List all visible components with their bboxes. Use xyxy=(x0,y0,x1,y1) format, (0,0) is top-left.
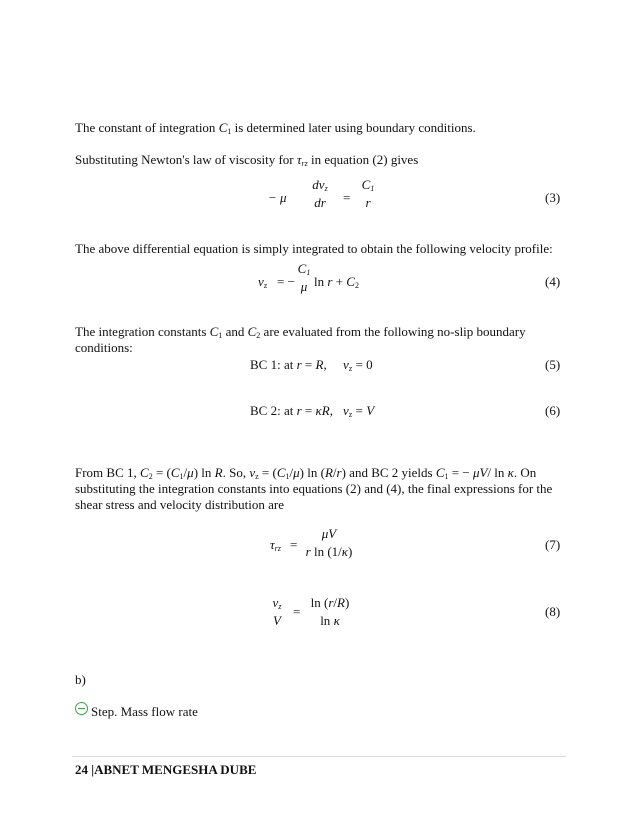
step-heading: Step. Mass flow rate xyxy=(91,704,198,719)
equation-7: $\tau_{rz}$ = μV r ln (1/κ) (7) xyxy=(270,526,561,559)
paragraph-bc-results: From BC 1, $C_2 = (C_1/\mu)$ ln R. So, $v_z = (C_1/\mu)$ ln (R/r) and BC 2 yields $C_1$ = − μV/ ln κ. On xyxy=(75,465,537,481)
paragraph-velocity-profile: The above differential equation is simply integrated to obtain the following velocity profile: xyxy=(75,241,553,256)
equation-number-8: (8) xyxy=(545,604,561,619)
boundary-condition-1: BC 1: at r = R, $v_z = 0$ (5) xyxy=(250,357,561,373)
collapse-minus-icon[interactable] xyxy=(75,702,88,715)
eq3-rhs-fraction: $C_1$ r xyxy=(361,177,375,210)
equation-number-6: (6) xyxy=(545,403,561,418)
eq7-fraction: μV r ln (1/κ) xyxy=(305,526,353,559)
page-footer: 24 |ABNET MENGESHA DUBE xyxy=(75,762,257,777)
paragraph-constant-integration: The constant of integration $C_1$ is determined later using boundary conditions. xyxy=(75,120,476,136)
eq3-lhs-fraction: $dv_z$ dr xyxy=(312,177,328,210)
eq8-rhs-fraction: ln (r/R) ln κ xyxy=(310,595,350,628)
equation-number-7: (7) xyxy=(545,537,561,552)
paragraph-integration-constants-line2: conditions: xyxy=(75,340,133,355)
equation-number-5: (5) xyxy=(545,357,561,372)
equation-4: $v_z$ = − $C_1$ μ $\ln r + C_2$ (4) xyxy=(258,261,561,294)
equation-3: − μ $dv_z$ dr = $C_1$ r (3) xyxy=(268,177,561,210)
paragraph-bc-results-line3: shear stress and velocity distribution are xyxy=(75,497,285,512)
eq8-lhs-fraction: $v_z$ V xyxy=(272,595,282,628)
paragraph-bc-results-line2: substituting the integration constants into equations (2) and (4), the final expressions for the xyxy=(75,481,553,496)
equation-number-3: (3) xyxy=(545,190,561,205)
footer-divider xyxy=(72,756,566,757)
part-b-label: b) xyxy=(75,672,86,687)
paragraph-newton-viscosity: Substituting Newton's law of viscosity for $\tau_{rz}$ in equation (2) gives xyxy=(75,152,419,168)
equation-8: $v_z$ V = ln (r/R) ln κ (8) xyxy=(0,596,638,636)
equation-number-4: (4) xyxy=(545,274,561,289)
paragraph-integration-constants: The integration constants $C_1$ and $C_2$ are evaluated from the following no-slip boundary xyxy=(75,324,526,340)
eq4-fraction: $C_1$ μ xyxy=(297,261,311,294)
boundary-condition-2: BC 2: at r = κR, $v_z = V$ (6) xyxy=(250,403,561,419)
